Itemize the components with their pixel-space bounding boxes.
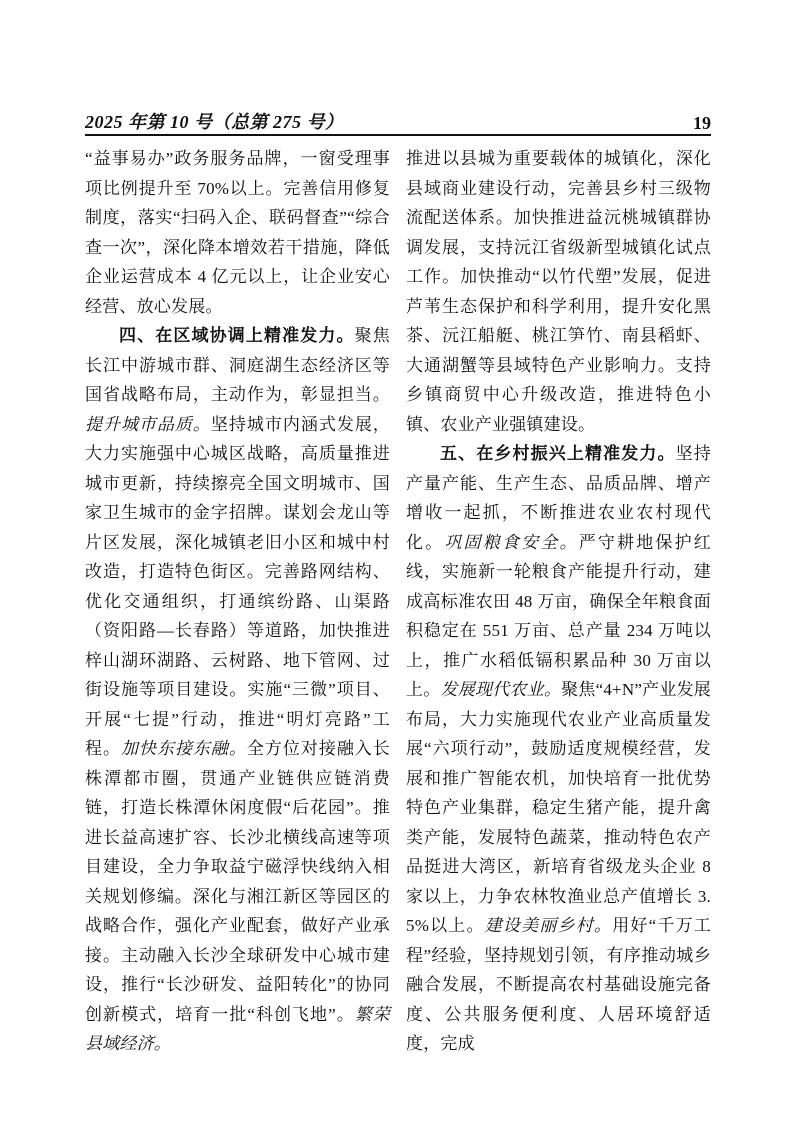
- text-segment: 聚焦长江中游城市群、洞庭湖生态经济区等国省战略布局，主动作为，彰显担当。: [85, 326, 390, 404]
- text-segment: 四、在区域协调上精准发力。: [119, 326, 355, 345]
- right-column: [406, 144, 711, 1059]
- text-segment: 五、在乡村振兴上精准发力。: [440, 444, 676, 463]
- text-segment: 推进以县城为重要载体的城镇化，深化县域商业建设行动，完善县乡村三级物流配送体系。加快推进益沅桃城镇群协调发展，支持沅江省级新型城镇化试点工作。加快推动“以竹代塑”发展，促进芦苇生态保护和科学利用，提升安化黑茶、沅江船艇、桃江笋竹、南县稻虾、大通湖蟹等县域特色产业影响力。支持乡镇商贸中心升级改造，推进特色小镇、农业产业强镇建设。: [406, 149, 711, 434]
- text-segment: 严守耕地保护红线，实施新一轮粮食产能提升行动，建成高标准农田 48 万亩，确保全年粮食面积稳定在 551 万亩、总产量 234 万吨以上，推广水稻低镉积累品种 30 万亩以上。: [406, 532, 711, 699]
- text-segment: 繁荣县域经济。: [85, 1004, 390, 1053]
- text-segment: 巩固粮食安全。: [444, 532, 579, 552]
- header-rule: [85, 134, 711, 136]
- text-segment: 用好“千万工程”经验，坚持规划引领，有序推动城乡融合发展，不断提高农村基础设施完备度、公共服务便利度、人居环境舒适度，完成: [406, 916, 712, 1053]
- page-header: [85, 108, 711, 134]
- text-segment: 加快东接东融。: [120, 739, 247, 758]
- paragraph: [85, 321, 390, 1059]
- text-segment: 建设美丽乡村。: [484, 916, 613, 935]
- left-column: [85, 144, 390, 1059]
- text-segment: “益事易办”政务服务品牌，一窗受理事项比例提升至 70%以上。完善信用修复制度，落实“扫码入企、联码督查”“综合查一次”，深化降本增效若干措施，降低企业运营成本 4 亿元以上，让企业安心经营、放心发展。: [85, 149, 390, 316]
- paragraph: [406, 439, 711, 1059]
- text-segment: 聚焦“4+N”产业发展布局，大力实施现代农业产业高质量发展“六项行动”，鼓励适度规模经营，发展和推广智能农机，加快培育一批优势特色产业集群，稳定生猪产能，提升禽类产能，发展特色蔬菜，推动特色农产品挺进大湾区，新培育省级龙头企业 8 家以上，力争农林牧渔业总产值增长 3.5%以上。: [406, 680, 712, 935]
- paragraph: [406, 144, 711, 439]
- text-segment: 坚持产量产能、生产生态、品质品牌、增产增收一起抓，不断推进农业农村现代化。: [406, 444, 711, 552]
- text-segment: 坚持城市内涵式发展，大力实施强中心城区战略，高质量推进城市更新，持续擦亮全国文明城市、国家卫生城市的金字招牌。谋划会龙山等片区发展，深化城镇老旧小区和城中村改造，打造特色街区。完善路网结构、优化交通组织，打通缤纷路、山渠路（资阳路—长春路）等道路，加快推进梓山湖环湖路、云树路、地下管网、过街设施等项目建设。实施“三微”项目、开展“七提”行动，推进“明灯亮路”工程。: [85, 414, 391, 758]
- issue-label: 2025 年第 10 号（总第 275 号）: [85, 112, 344, 132]
- text-segment: 发展现代农业。: [440, 680, 562, 699]
- page-number: 19: [693, 113, 711, 133]
- text-segment: 全方位对接融入长株潭都市圈，贯通产业链供应链消费链，打造长株潭休闲度假“后花园”。推进长益高速扩容、长沙北横线高速等项目建设，全力争取益宁磁浮快线纳入相关规划修编。深化与湘江新区等园区的战略合作，强化产业配套，做好产业承接。主动融入长沙全球研发中心城市建设，推行“长沙研发、益阳转化”的协同创新模式，培育一批“科创飞地”。: [85, 739, 390, 1024]
- paragraph: [85, 144, 390, 321]
- text-segment: 提升城市品质。: [85, 414, 211, 434]
- text-columns: [85, 144, 711, 1059]
